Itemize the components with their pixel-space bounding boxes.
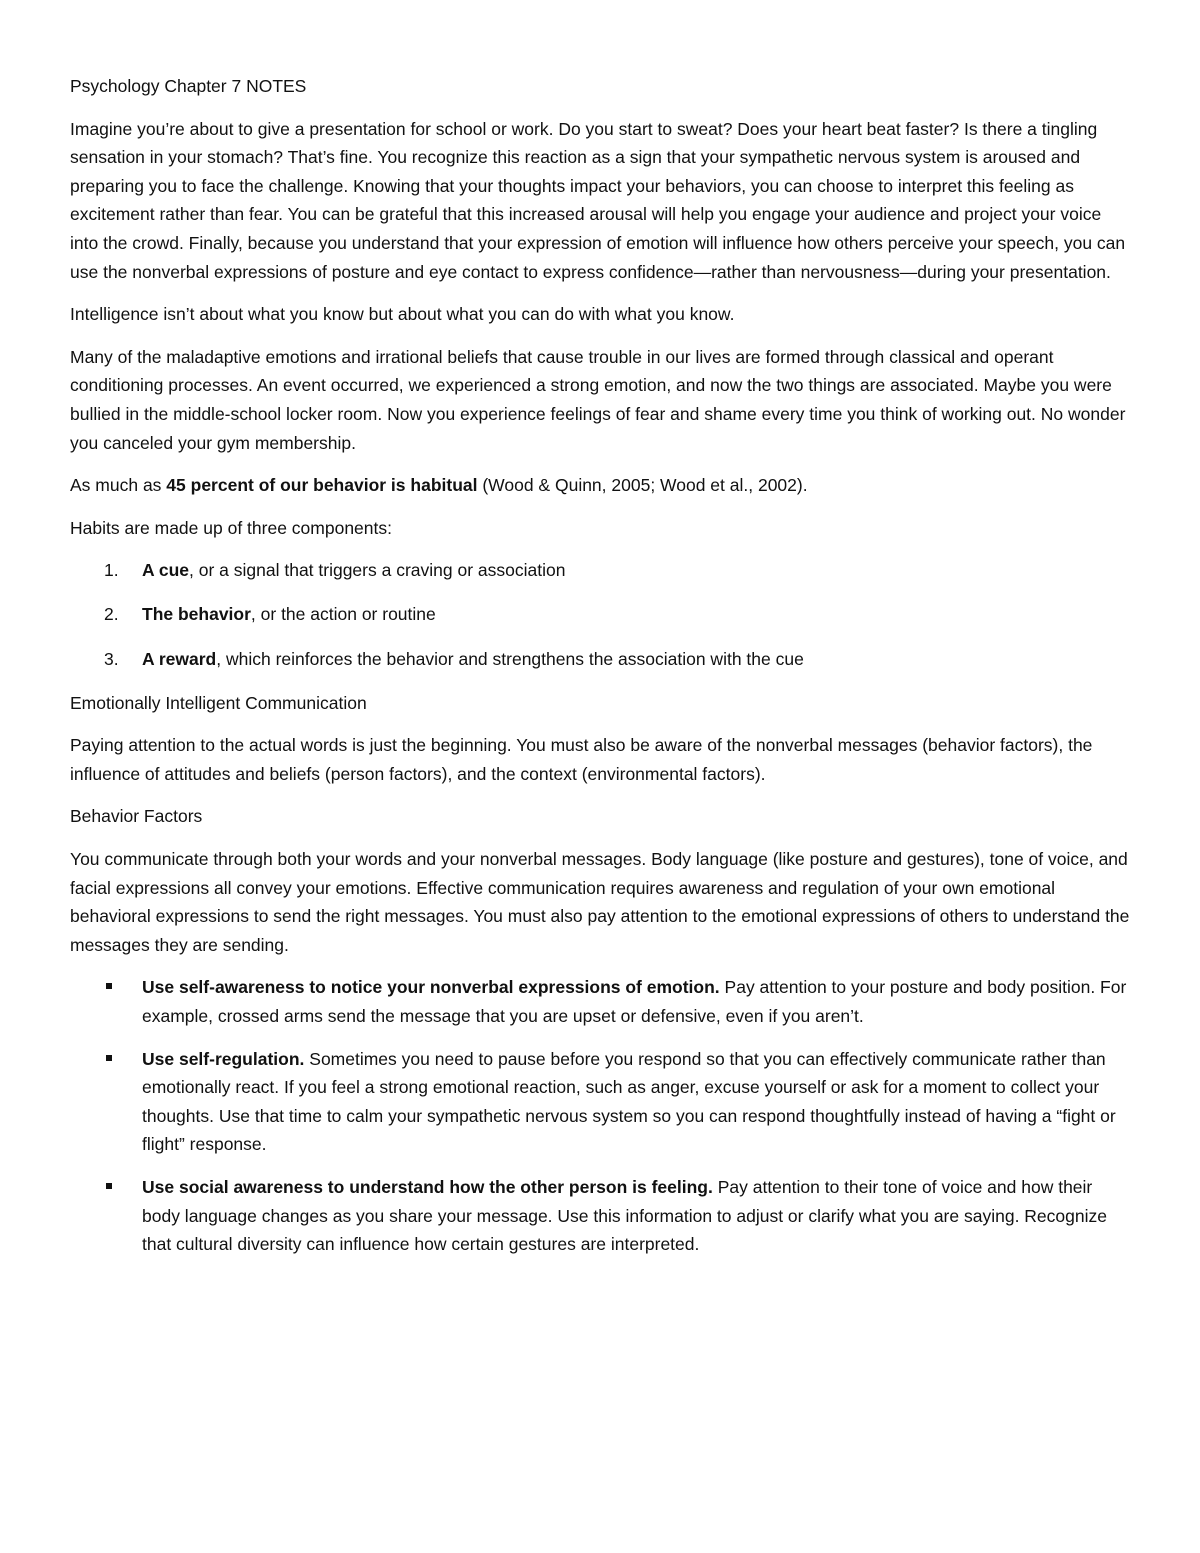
tip-text: Pay attention to their tone of voice and how their body language changes as you share your message. Use this information to adjust or clarify what you are saying. Recognize that cultural diversity can influence how certain gestures are interpreted. xyxy=(142,1176,1107,1255)
component-description: , or the action or routine xyxy=(250,604,436,625)
list-number: 2. xyxy=(104,604,119,625)
document-title: Psychology Chapter 7 NOTES xyxy=(70,76,307,96)
list-item xyxy=(70,1173,1132,1259)
tip-text: Sometimes you need to pause before you respond so that you can effectively communicate rather than emotionally react. If you feel a strong emotional reaction, such as anger, excuse yourself or ask for a moment to collect your thoughts. Use that time to calm your sympathetic nervous system so you can respond thoughtfully instead of having a “fight or flight” response. xyxy=(142,1048,1116,1155)
list-item xyxy=(70,645,1132,674)
component-term: A reward xyxy=(142,648,217,669)
heading-behavior-factors: Behavior Factors xyxy=(70,806,203,827)
square-bullet-icon xyxy=(106,983,112,989)
list-number: 1. xyxy=(104,560,119,581)
list-item xyxy=(70,556,1132,585)
component-term: A cue xyxy=(142,560,190,581)
paragraph-behavior-factors: You communicate through both your words and your nonverbal messages. Body language (like posture and gestures), tone of voice, and facial expressions all convey your emotions. Effective communication requires awareness and regulation of your own emotional behavioral expressions to send the right messages. You must also pay attention to the emotional expressions of others to understand the messages they are sending. xyxy=(70,848,1130,955)
communication-tips-list xyxy=(70,973,1132,1258)
square-bullet-icon xyxy=(106,1055,112,1061)
paragraph-presentation: Imagine you’re about to give a presentation for school or work. Do you start to sweat? Does your heart beat faster? Is there a tingling sensation in your stomach? That’s fine. You recognize this reaction as a sign that your sympathetic nervous system is aroused and preparing you to face the challenge. Knowing that your thoughts impact your behaviors, you can choose to interpret this feeling as excitement rather than fear. You can be grateful that this increased arousal will help you engage your audience and project your voice into the crowd. Finally, because you understand that your expression of emotion will influence how others perceive your speech, you can use the nonverbal expressions of posture and eye contact to express confidence—rather than nervousness—during your presentation. xyxy=(70,118,1126,282)
square-bullet-icon xyxy=(106,1183,112,1189)
list-item xyxy=(70,1045,1132,1159)
component-description: , or a signal that triggers a craving or association xyxy=(189,560,566,581)
list-item xyxy=(70,973,1132,1030)
tip-text: Pay attention to your posture and body position. For example, crossed arms send the message that you are upset or defensive, even if you aren’t. xyxy=(142,977,1127,1026)
habits-intro: Habits are made up of three components: xyxy=(70,517,392,538)
list-item xyxy=(70,600,1132,629)
tip-heading: Use self-regulation. xyxy=(142,1048,305,1069)
habit-stat-prefix: As much as xyxy=(70,475,167,496)
paragraph-maladaptive: Many of the maladaptive emotions and irrational beliefs that cause trouble in our lives are formed through classical and operant conditioning processes. An event occurred, we experienced a strong emotion, and now the two things are associated. Maybe you were bullied in the middle-school locker room. Now you experience feelings of fear and shame every time you think of working out. No wonder you canceled your gym membership. xyxy=(70,346,1126,453)
tip-heading: Use social awareness to understand how the other person is feeling. xyxy=(142,1176,713,1197)
habit-stat-suffix: (Wood & Quinn, 2005; Wood et al., 2002). xyxy=(477,475,808,496)
paragraph-communication: Paying attention to the actual words is just the beginning. You must also be aware of the nonverbal messages (behavior factors), the influence of attitudes and beliefs (person factors), and the context (environmental factors). xyxy=(70,735,1093,784)
habit-components-list xyxy=(70,556,1132,673)
tip-heading: Use self-awareness to notice your nonverbal expressions of emotion. xyxy=(142,977,720,998)
paragraph-intelligence: Intelligence isn’t about what you know but about what you can do with what you know. xyxy=(70,304,735,325)
habit-stat-paragraph xyxy=(70,471,1132,500)
component-term: The behavior xyxy=(142,604,251,625)
document-page xyxy=(70,72,1132,1273)
habit-stat-bold: 45 percent of our behavior is habitual xyxy=(166,475,478,496)
heading-communication: Emotionally Intelligent Communication xyxy=(70,692,367,713)
list-number: 3. xyxy=(104,648,119,669)
component-description: , which reinforces the behavior and strengthens the association with the cue xyxy=(216,648,804,669)
